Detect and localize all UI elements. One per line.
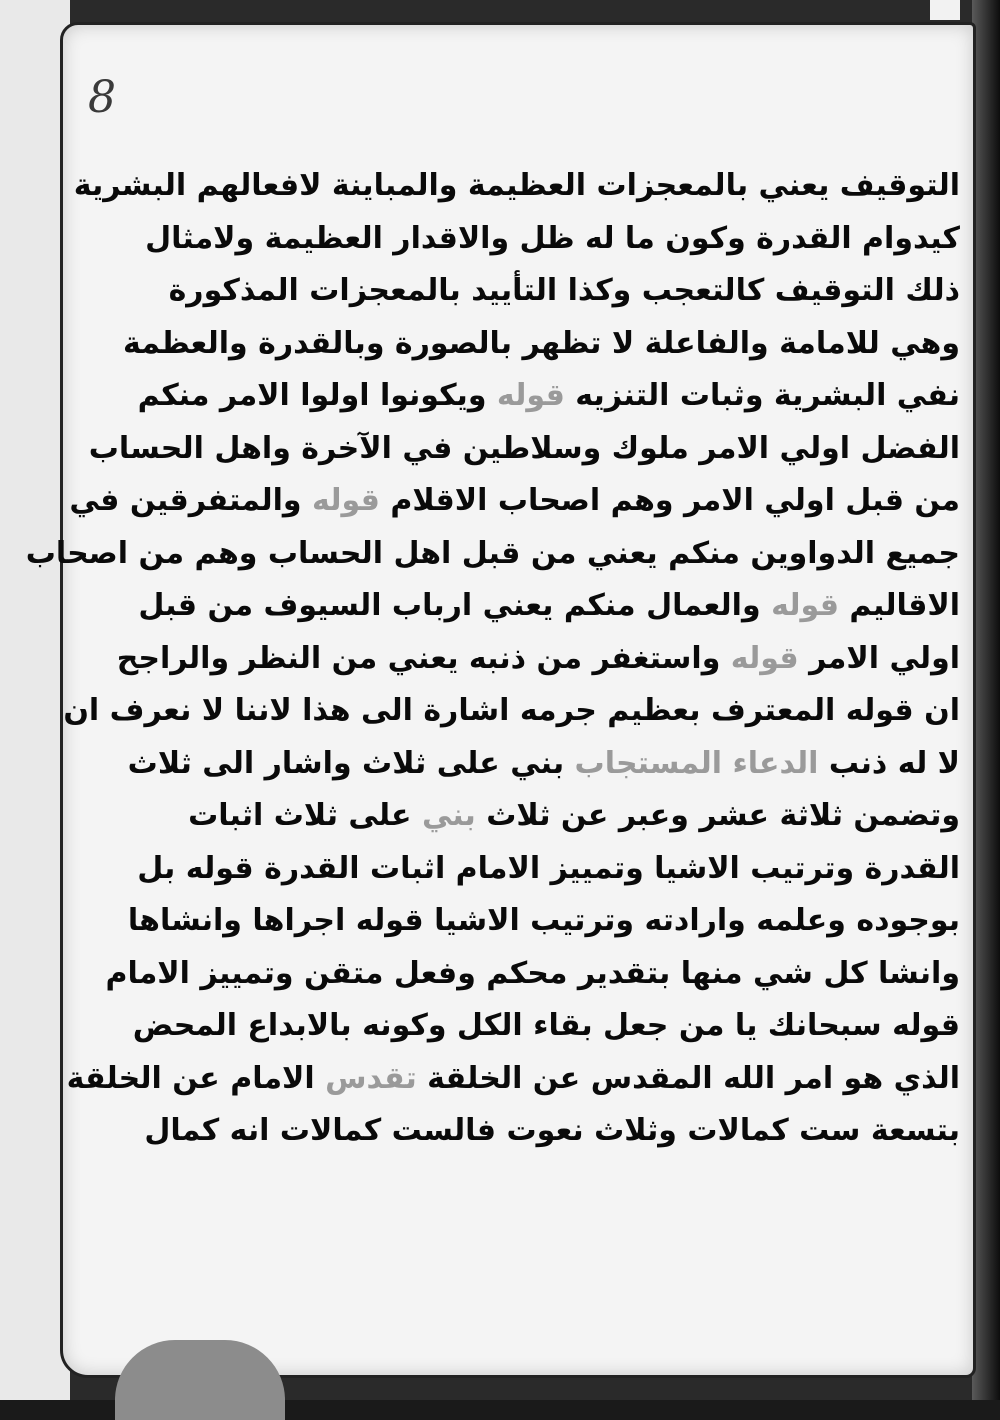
text-segment: نفي البشرية وثبات التنزيه (564, 378, 960, 413)
text-line (116, 633, 960, 686)
text-line (66, 1053, 960, 1106)
text-segment: اولي الامر (798, 640, 960, 676)
rubric-word: قوله (730, 640, 799, 676)
text-line (132, 1000, 960, 1053)
rubric-word: الدعاء المستجاب (574, 745, 819, 781)
text-segment: قوله سبحانك يا من جعل بقاء الكل وكونه بالابداع المحض (132, 1008, 960, 1043)
text-segment: وانشا كل شي منها بتقدير محكم وفعل متقن وتمييز الامام (105, 955, 960, 991)
text-segment: لا له ذنب (818, 745, 960, 781)
text-segment: القدرة وترتيب الاشيا وتمييز الامام اثبات القدرة قوله بل (137, 850, 960, 886)
text-line (140, 790, 960, 843)
folio-number: 8 (88, 72, 116, 123)
text-segment: كيدوام القدرة وكون ما له ظل والاقدار العظيمة ولامثال (145, 220, 960, 256)
text-line (140, 580, 960, 633)
text-segment: بتسعة ست كمالات وثلاث نعوت فالست كمالات انه كمال (144, 1113, 960, 1148)
text-segment: بوجوده وعلمه وارادته وترتيب الاشيا قوله اجراها وانشاها (127, 903, 960, 938)
text-line (140, 1105, 960, 1158)
text-segment: ذلك التوقيف كالتعجب وكذا التأييد بالمعجزات المذكورة (168, 273, 960, 308)
text-segment: بني على ثلاث واشار الى ثلاث (127, 745, 575, 781)
text-line (105, 948, 960, 1001)
rubric-word: بني (421, 798, 476, 833)
text-line (123, 318, 960, 371)
rubric-word: قوله (312, 483, 380, 518)
text-line (88, 423, 960, 476)
text-line (140, 213, 960, 266)
text-segment: الذي هو امر الله المقدس عن الخلقة (416, 1060, 960, 1096)
text-segment: جميع الدواوين منكم يعني من قبل اهل الحساب وهم من اصحاب (25, 535, 960, 571)
text-segment: التوقيف يعني بالمعجزات العظيمة والمباينة لافعالهم البشرية (73, 168, 960, 203)
text-segment: الامام عن الخلقة (66, 1060, 326, 1096)
text-segment: على ثلاث اثبات (188, 798, 422, 833)
rubric-word: تقدس (325, 1060, 417, 1096)
text-segment: ويكونوا اولوا الامر منكم (137, 378, 497, 413)
text-line (69, 475, 960, 528)
text-line (137, 370, 960, 423)
manuscript-text (25, 160, 960, 1158)
text-segment: واستغفر من ذنبه يعني من النظر والراجح (116, 640, 731, 676)
text-segment: وتضمن ثلاثة عشر وعبر عن ثلاث (475, 798, 960, 833)
rubric-word: قوله (771, 588, 839, 623)
text-line (140, 265, 960, 318)
text-line (63, 685, 960, 738)
text-line (25, 528, 960, 581)
binding-shadow (972, 0, 1000, 1400)
rubric-word: قوله (496, 378, 565, 413)
text-segment: ان قوله المعترف بعظيم جرمه اشارة الى هذا لاننا لا نعرف ان (63, 693, 960, 728)
text-line (137, 843, 960, 896)
text-segment: وهي للامامة والفاعلة لا تظهر بالصورة وبالقدرة والعظمة (123, 325, 960, 361)
text-segment: الاقاليم (838, 588, 960, 623)
text-line (73, 160, 960, 213)
text-segment: من قبل اولي الامر وهم اصحاب الاقلام (379, 483, 960, 518)
text-segment: والعمال منكم يعني ارباب السيوف من قبل (138, 588, 772, 623)
text-line (127, 738, 960, 791)
text-segment: الفضل اولي الامر ملوك وسلاطين في الآخرة واهل الحساب (88, 430, 960, 466)
text-line (127, 895, 960, 948)
text-segment: والمتفرقين في (69, 483, 312, 518)
thumb-image (115, 1340, 285, 1420)
corner-tab (930, 0, 960, 20)
